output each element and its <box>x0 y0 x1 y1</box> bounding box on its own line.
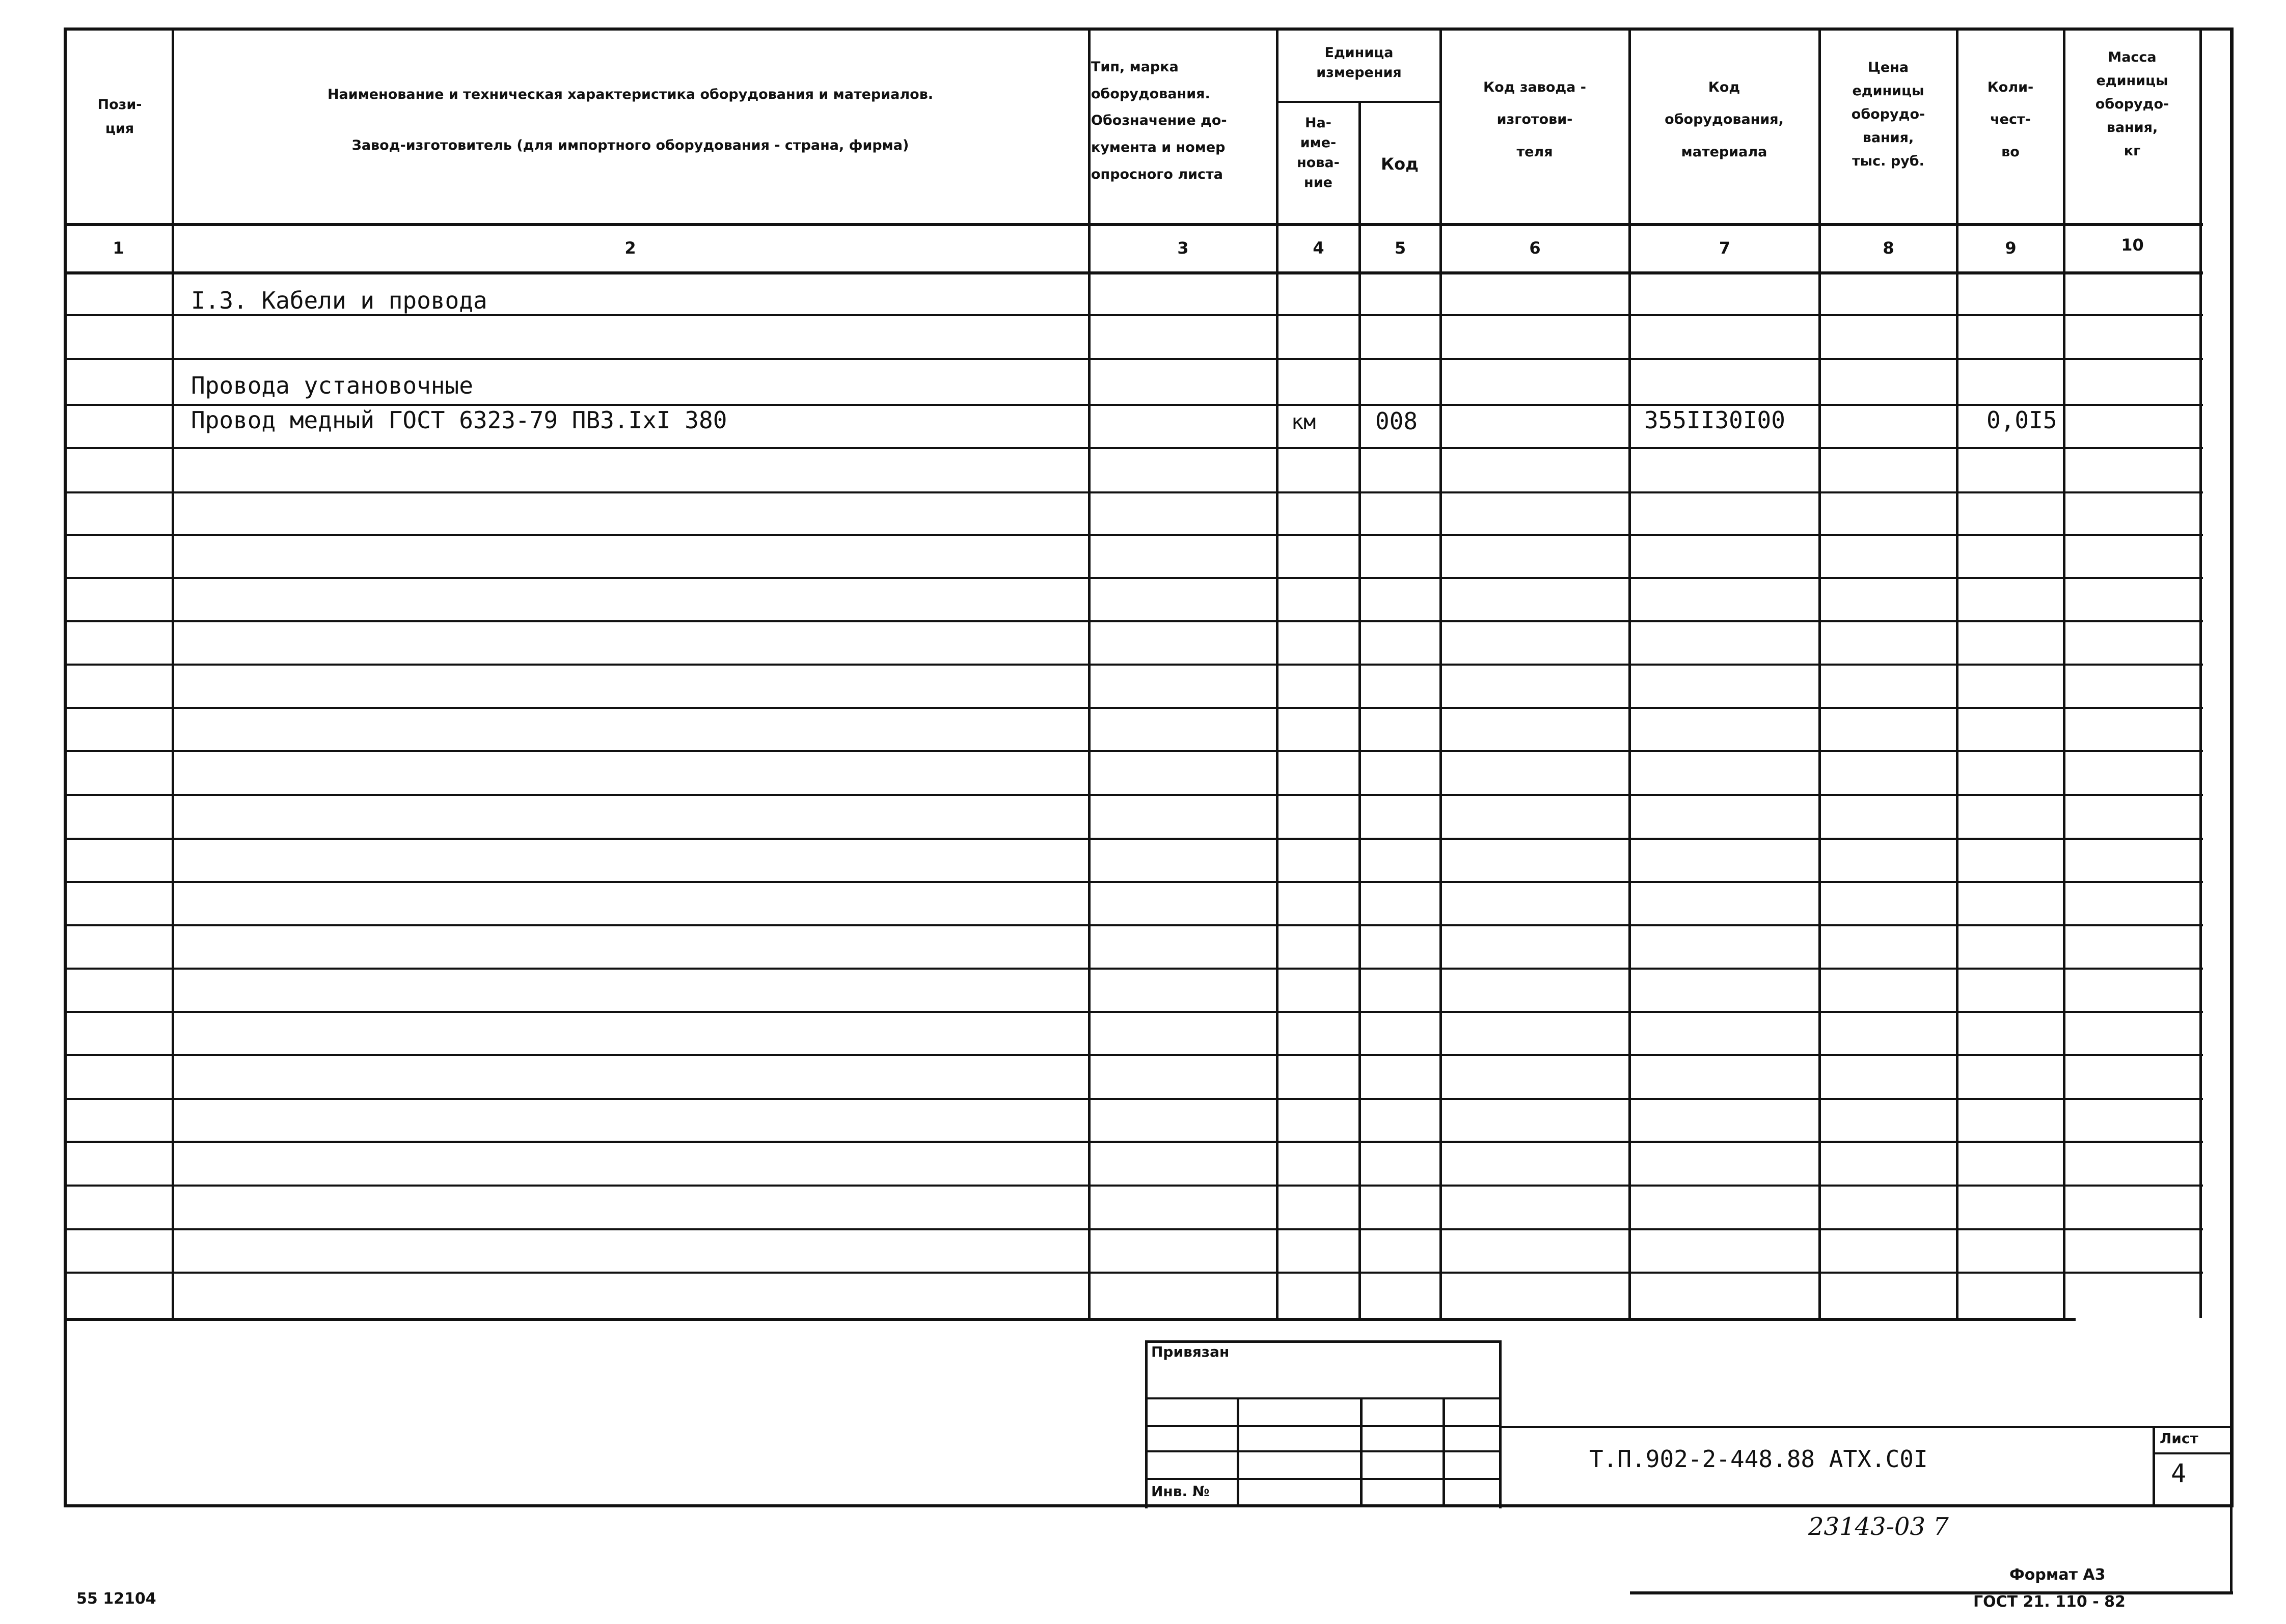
stamp-col <box>1237 1397 1239 1507</box>
row-line <box>64 358 2203 360</box>
col-sep-6 <box>1628 27 1631 1318</box>
header-mass: Масса единицы оборудо- вания, кг <box>2095 49 2169 159</box>
page-frame-outer-bottom <box>1630 1591 2233 1594</box>
row-line <box>64 1054 2203 1056</box>
column-number: 4 <box>1313 238 1324 258</box>
sheet-number: 4 <box>2171 1458 2187 1488</box>
item-unit-code: 008 <box>1375 407 1418 435</box>
item-name: Провод медный ГОСТ 6323-79 ПВЗ.IxI 380 <box>191 406 727 434</box>
header-type-mark: Тип, марка оборудования. Обозначение до- кумента и номер опросного листа <box>1091 59 1227 182</box>
row-line <box>64 1185 2203 1187</box>
column-number: 8 <box>1883 238 1894 258</box>
col-sep-2 <box>1088 27 1091 1318</box>
row-line <box>64 1228 2203 1230</box>
row-line <box>64 968 2203 970</box>
row-line <box>64 1098 2203 1100</box>
stamp-line <box>1145 1450 1502 1452</box>
col-sep-1 <box>172 27 174 1318</box>
stamp-main-top-line <box>1502 1426 2233 1428</box>
column-number: 2 <box>624 238 636 258</box>
header-unit-name: На- име- нова- ние <box>1297 115 1340 191</box>
row-line <box>64 314 2203 316</box>
row-line <box>64 707 2203 709</box>
col-sep-8 <box>1956 27 1958 1318</box>
row-line <box>64 1141 2203 1143</box>
sheet-box-divider <box>2153 1452 2233 1454</box>
column-number: 7 <box>1719 238 1731 258</box>
unit-group-split-line <box>1276 101 1439 103</box>
header-quantity: Коли- чест- во <box>1987 79 2034 160</box>
row-line <box>64 577 2203 579</box>
header-material-code: Код оборудования, материала <box>1665 79 1784 160</box>
stamp-col <box>1360 1397 1363 1507</box>
column-number: 3 <box>1177 238 1189 258</box>
col-sep-4 <box>1358 102 1361 1318</box>
page-frame-outer-right <box>2230 27 2233 1594</box>
stamp-col <box>1443 1397 1445 1507</box>
stamp-line <box>1145 1478 1502 1480</box>
header-unit-group: Единица измерения <box>1316 45 1402 81</box>
subsection-title: Провода установочные <box>191 372 473 399</box>
row-line <box>64 794 2203 796</box>
table-bottom-line <box>64 1318 2076 1321</box>
header-price: Цена единицы оборудо- вания, тыс. руб. <box>1851 60 1925 169</box>
row-line <box>64 534 2203 536</box>
item-quantity: 0,0I5 <box>1986 406 2057 434</box>
document-designation: Т.П.902-2-448.88 АТХ.С0I <box>1589 1445 1928 1473</box>
column-number: 10 <box>2121 235 2144 255</box>
column-number: 1 <box>113 238 124 258</box>
format-label: Формат А3 <box>2009 1566 2106 1584</box>
column-number: 6 <box>1529 238 1541 258</box>
header-bottom-line <box>64 223 2203 226</box>
col-sep-10 <box>2199 27 2202 1318</box>
column-number: 9 <box>2005 238 2017 258</box>
row-line <box>64 881 2203 883</box>
stamp-line <box>1145 1425 1502 1427</box>
row-line <box>64 447 2203 449</box>
row-line <box>64 664 2203 666</box>
row-line <box>64 1272 2203 1274</box>
header-unit-code: Код <box>1381 154 1419 174</box>
col-sep-7 <box>1818 27 1821 1318</box>
row-line <box>64 1011 2203 1013</box>
column-number: 5 <box>1394 238 1406 258</box>
col-sep-3 <box>1276 27 1278 1318</box>
header-manufacturer-code: Код завода - изготови- теля <box>1483 79 1586 160</box>
gost-label: ГОСТ 21. 110 - 82 <box>1973 1593 2126 1611</box>
item-material-code: 355II30I00 <box>1644 406 1785 434</box>
header-name-line2: Завод-изготовитель (для импортного оборудования - страна, фирма) <box>351 137 909 153</box>
section-title: I.3. Кабели и провода <box>191 287 487 314</box>
col-sep-9 <box>2063 27 2065 1318</box>
privyazan-label: Привязан <box>1151 1343 1230 1360</box>
row-line <box>64 404 2203 406</box>
col-sep-5 <box>1439 27 1442 1318</box>
row-line <box>64 491 2203 493</box>
inv-no-label: Инв. № <box>1151 1483 1210 1500</box>
stamp-line <box>1145 1397 1502 1399</box>
row-line <box>64 620 2203 622</box>
sheet-label: Лист <box>2160 1430 2198 1447</box>
row-line <box>64 924 2203 926</box>
header-position: Пози- ция <box>97 97 142 137</box>
row-line <box>64 838 2203 840</box>
header-name-line1: Наименование и техническая характеристика оборудования и материалов. <box>327 87 934 102</box>
item-unit-name: км <box>1291 410 1316 434</box>
print-code: 55 12104 <box>76 1590 156 1608</box>
handwritten-archive-number: 23143-03 7 <box>1808 1512 1949 1541</box>
row-line <box>64 750 2203 752</box>
number-row-bottom-line <box>64 271 2203 274</box>
